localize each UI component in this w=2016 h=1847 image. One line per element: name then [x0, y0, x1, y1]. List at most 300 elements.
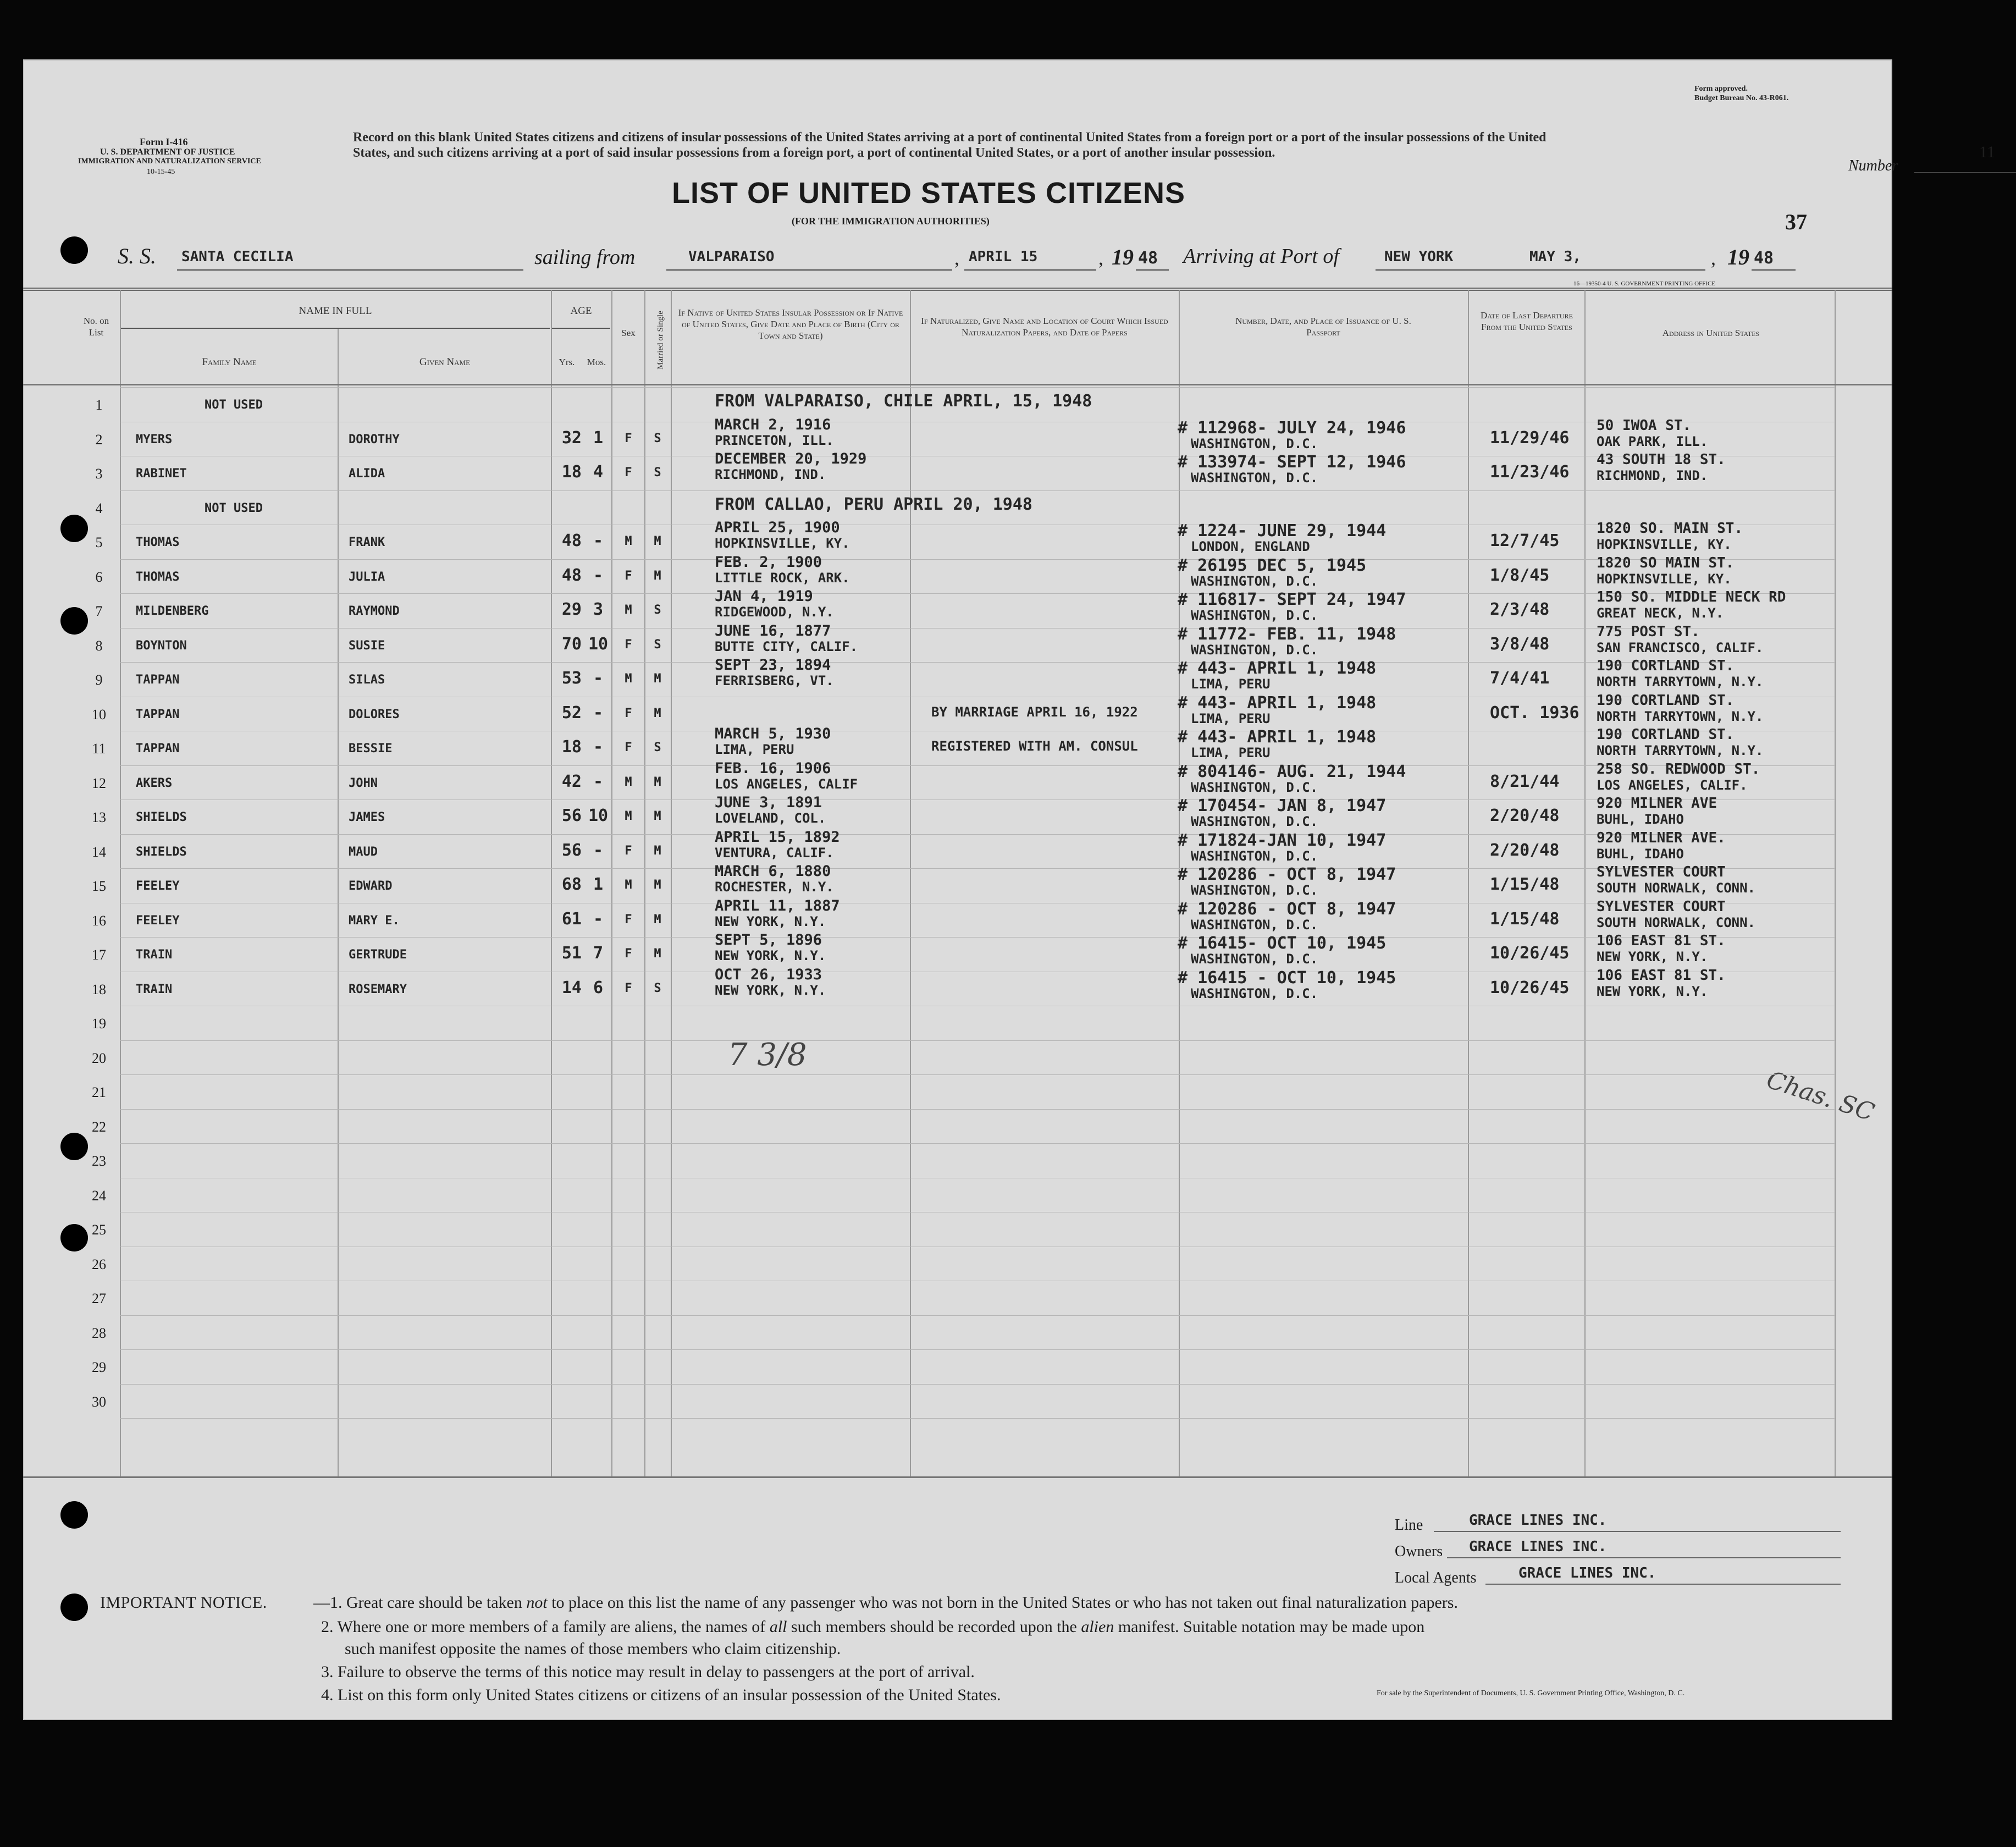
family-name: SHIELDS	[136, 811, 187, 824]
last-departure: 10/26/45	[1490, 944, 1570, 963]
passport-number: # 443- APRIL 1, 1948	[1178, 727, 1377, 747]
owners-underline	[1447, 1557, 1841, 1558]
col-divider	[1584, 290, 1586, 1476]
sex: F	[625, 637, 632, 652]
row-rule	[120, 593, 1835, 594]
sex: M	[625, 603, 632, 617]
arrival-year: 48	[1754, 249, 1774, 268]
col-divider	[671, 290, 672, 1476]
given-name: FRANK	[349, 536, 385, 549]
row-rule	[120, 1040, 1835, 1041]
marital-status: S	[654, 637, 661, 652]
number-value: 11	[1979, 143, 1995, 161]
age-years: 42	[561, 771, 582, 791]
row-number: 12	[92, 775, 106, 791]
marital-status: S	[654, 466, 661, 479]
address-street: 190 CORTLAND ST.	[1597, 692, 1735, 709]
address-city: OAK PARK, ILL.	[1597, 433, 1708, 449]
family-name: MYERS	[136, 432, 173, 446]
address-street: 920 MILNER AVE	[1597, 795, 1717, 812]
row-number: 17	[92, 947, 106, 963]
birth-date: MARCH 6, 1880	[715, 863, 831, 880]
punch-hole	[60, 1594, 88, 1621]
passport-number: # 116817- SEPT 24, 1947	[1178, 590, 1406, 609]
arrival-port-underline	[1376, 269, 1705, 271]
address-city: RICHMOND, IND.	[1597, 468, 1708, 483]
notice-2	[321, 1618, 1424, 1636]
age-months: 6	[593, 978, 604, 997]
age-years: 56	[561, 806, 582, 825]
row-rule	[120, 1384, 1835, 1385]
age-months: 1	[593, 428, 604, 448]
notice-1-b: not	[526, 1594, 548, 1612]
last-departure: 1/8/45	[1490, 565, 1550, 585]
marital-status: M	[654, 534, 661, 548]
row-rule	[120, 937, 1835, 938]
birth-date: APRIL 11, 1887	[715, 897, 840, 914]
address-street: 150 SO. MIDDLE NECK RD	[1597, 589, 1786, 605]
family-name: TAPPAN	[136, 673, 180, 687]
row-rule	[120, 387, 1835, 388]
instruction-text: Record on this blank United States citizens and citizens of insular possessions of the United States arriving at a port of continental United States from a foreign port or a port of the insular possessions of the United States, and such citizens arriving at a port of said insular possessions from a foreign port, a port of continental United States, or a port of another insular possession.	[353, 130, 1546, 160]
last-departure: 12/7/45	[1490, 531, 1560, 550]
birth-place: PRINCETON, ILL.	[715, 432, 834, 448]
passport-number: # 16415- OCT 10, 1945	[1178, 934, 1387, 953]
arrival-year-prefix: 19	[1727, 245, 1749, 269]
age-months: -	[593, 565, 604, 585]
row-rule	[120, 1074, 1835, 1075]
passport-place: WASHINGTON, D.C.	[1191, 917, 1318, 933]
age-years: 18	[561, 737, 582, 757]
address-street: SYLVESTER COURT	[1597, 898, 1726, 915]
marital-status: S	[654, 981, 661, 995]
marital-status: M	[654, 706, 661, 720]
ship-underline	[177, 269, 523, 271]
marital-status: S	[654, 431, 661, 445]
header-age: AGE	[570, 305, 592, 317]
from-port: VALPARAISO	[688, 249, 775, 265]
sex: F	[625, 947, 632, 961]
row-rule	[120, 490, 1835, 491]
row-number: 27	[92, 1291, 106, 1306]
age-years: 48	[561, 531, 582, 550]
page-subtitle: (FOR THE IMMIGRATION AUTHORITIES)	[792, 216, 990, 227]
form-date: 10-15-45	[147, 168, 175, 176]
birth-place: RICHMOND, IND.	[715, 467, 826, 482]
agents-underline	[1485, 1584, 1841, 1585]
row-number: 24	[92, 1187, 106, 1204]
last-departure: 10/26/45	[1490, 978, 1570, 997]
last-departure: 11/23/46	[1490, 462, 1570, 482]
address-street: 190 CORTLAND ST.	[1597, 658, 1735, 674]
address-city: HOPKINSVILLE, KY.	[1597, 537, 1732, 552]
passport-place: LIMA, PERU	[1191, 676, 1271, 692]
header-yrs: Yrs.	[559, 357, 575, 367]
passport-number: # 120286 - OCT 8, 1947	[1178, 899, 1396, 919]
passport-number: # 443- APRIL 1, 1948	[1178, 659, 1377, 678]
last-departure: OCT. 1936	[1490, 703, 1579, 723]
marital-status: M	[654, 947, 661, 961]
age-years: 52	[561, 703, 582, 723]
col-divider	[644, 290, 645, 1476]
age-months: -	[593, 909, 604, 929]
notice-1-c: to place on this list the name of any passenger who was not born in the United States or who has not taken out final naturalization papers.	[547, 1594, 1458, 1612]
sex: F	[625, 569, 632, 583]
sex: F	[625, 431, 632, 445]
row-rule	[120, 1109, 1835, 1110]
age-years: 53	[561, 669, 582, 688]
address-street: 258 SO. REDWOOD ST.	[1597, 760, 1760, 778]
col-divider	[611, 290, 612, 1476]
row-number: 23	[92, 1153, 106, 1169]
address-city: NORTH TARRYTOWN, N.Y.	[1597, 743, 1764, 758]
col-divider	[1835, 290, 1836, 1476]
age-years: 48	[561, 565, 582, 585]
sail-year: 48	[1138, 249, 1158, 268]
from-port-underline	[666, 269, 952, 271]
passport-number: # 133974- SEPT 12, 1946	[1178, 453, 1406, 472]
family-name: BOYNTON	[136, 638, 187, 653]
tally-note: 7 3/8	[728, 1037, 807, 1073]
col-divider	[1468, 290, 1469, 1476]
birth-date: SEPT 23, 1894	[715, 657, 831, 674]
given-name: JOHN	[349, 776, 378, 790]
punch-hole	[60, 1501, 88, 1529]
table-top-border	[23, 288, 1892, 291]
sail-date: APRIL 15	[969, 249, 1038, 265]
passport-place: WASHINGTON, D.C.	[1191, 435, 1318, 451]
header-name-in-full: NAME IN FULL	[299, 305, 372, 317]
family-name: FEELEY	[136, 913, 180, 928]
birth-place: FERRISBERG, VT.	[715, 673, 834, 688]
family-name: THOMAS	[136, 536, 180, 549]
row-number: 3	[95, 466, 103, 482]
marital-status: M	[654, 569, 661, 583]
header-bottom-rule	[23, 384, 1892, 385]
owners-value: GRACE LINES INC.	[1469, 1539, 1607, 1555]
row-number: 7	[95, 603, 103, 619]
address-street: 1820 SO MAIN ST.	[1597, 554, 1735, 571]
notice-3: 3. Failure to observe the terms of this notice may result in delay to passengers at the port of arrival.	[321, 1663, 975, 1681]
given-name: DOLORES	[349, 707, 400, 721]
notice-2-d: alien	[1081, 1618, 1114, 1636]
birth-date: OCT 26, 1933	[715, 966, 822, 983]
passport-number: # 26195 DEC 5, 1945	[1178, 555, 1367, 575]
department-name: U. S. DEPARTMENT OF JUSTICE	[100, 147, 235, 157]
passport-number: # 120286 - OCT 8, 1947	[1178, 865, 1396, 884]
notice-2-continued: such manifest opposite the names of those members who claim citizenship.	[345, 1640, 841, 1658]
family-name: AKERS	[136, 776, 173, 790]
row-number: 18	[92, 981, 106, 997]
header-no-on-list: No. on List	[83, 316, 109, 338]
age-years: 61	[561, 909, 582, 929]
age-months: 4	[593, 462, 604, 482]
passport-number: # 16415 - OCT 10, 1945	[1178, 968, 1396, 988]
birth-date: JUNE 3, 1891	[715, 794, 822, 811]
address-city: NEW YORK, N.Y.	[1597, 949, 1708, 964]
birth-place: LOVELAND, COL.	[715, 811, 826, 826]
sail-year-underline	[1136, 269, 1169, 271]
birth-date: SEPT 5, 1896	[715, 931, 822, 949]
form-number: Form I-416	[140, 136, 188, 147]
passport-number: # 443- APRIL 1, 1948	[1178, 693, 1377, 713]
row-number: 1	[95, 397, 103, 413]
passport-place: WASHINGTON, D.C.	[1191, 608, 1318, 623]
birth-date: APRIL 25, 1900	[715, 519, 840, 536]
owners-label: Owners	[1395, 1543, 1443, 1560]
arrival-port: NEW YORK	[1384, 249, 1454, 265]
age-years: 51	[561, 944, 582, 963]
row-number: 15	[92, 878, 106, 894]
budget-bureau: Budget Bureau No. 43-R061.	[1694, 94, 1789, 102]
birth-place: LITTLE ROCK, ARK.	[715, 570, 850, 586]
family-name: SHIELDS	[136, 845, 187, 859]
passport-place: WASHINGTON, D.C.	[1191, 985, 1318, 1001]
passport-place: LONDON, ENGLAND	[1191, 539, 1310, 554]
passport-place: WASHINGTON, D.C.	[1191, 848, 1318, 864]
age-years: 18	[561, 462, 582, 482]
notice-2-e: manifest. Suitable notation may be made upon	[1114, 1618, 1425, 1636]
given-name: JAMES	[349, 811, 385, 824]
marital-status: M	[654, 775, 661, 789]
age-months: -	[593, 669, 604, 688]
birth-place: NEW YORK, N.Y.	[715, 913, 826, 929]
given-name: DOROTHY	[349, 432, 400, 446]
birth-place: BUTTE CITY, CALIF.	[715, 638, 858, 654]
sex: F	[625, 912, 632, 927]
birth-place: HOPKINSVILLE, KY.	[715, 536, 850, 551]
address-city: BUHL, IDAHO	[1597, 812, 1684, 827]
last-departure: 1/15/48	[1490, 875, 1560, 894]
birth-place: ROCHESTER, N.Y.	[715, 879, 834, 895]
ss-label: S. S.	[118, 244, 156, 268]
family-name: TRAIN	[136, 982, 173, 996]
marital-status: M	[654, 878, 661, 892]
last-departure: 2/20/48	[1490, 840, 1560, 860]
notice-label: IMPORTANT NOTICE.	[100, 1594, 267, 1612]
line-value: GRACE LINES INC.	[1469, 1512, 1607, 1529]
birth-date: JAN 4, 1919	[715, 588, 813, 605]
marital-status: S	[654, 603, 661, 617]
birth-date: FEB. 2, 1900	[715, 553, 822, 571]
family-name: TAPPAN	[136, 707, 180, 721]
family-name: NOT USED	[205, 398, 263, 412]
sale-notice: For sale by the Superintendent of Documents, U. S. Government Printing Office, Washington, D. C.	[1377, 1689, 1685, 1697]
sex: F	[625, 981, 632, 995]
age-months: 7	[593, 944, 604, 963]
naturalization: BY MARRIAGE APRIL 16, 1922	[931, 704, 1138, 720]
age-months: -	[593, 531, 604, 550]
given-name: MARY E.	[349, 913, 400, 928]
address-city: SAN FRANCISCO, CALIF.	[1597, 639, 1764, 655]
address-street: 920 MILNER AVE.	[1597, 829, 1726, 846]
punch-hole	[60, 236, 88, 264]
given-name: SILAS	[349, 673, 385, 687]
notice-1-a: —1. Great care should be taken	[313, 1594, 527, 1612]
given-name: SUSIE	[349, 638, 385, 653]
given-name: MAUD	[349, 845, 378, 859]
col-divider	[551, 290, 552, 1476]
passport-number: # 171824-JAN 10, 1947	[1178, 830, 1387, 850]
header-address: Address in United States	[1662, 328, 1760, 338]
margin-note: Chas. SC	[1763, 1065, 1878, 1127]
passport-number: # 170454- JAN 8, 1947	[1178, 796, 1387, 815]
age-years: 14	[561, 978, 582, 997]
given-name: RAYMOND	[349, 604, 400, 618]
table-bottom-border	[23, 1476, 1892, 1478]
age-header-rule	[552, 328, 610, 329]
row-number: 8	[95, 637, 103, 654]
address-city: LOS ANGELES, CALIF.	[1597, 777, 1748, 793]
ship-name: SANTA CECILIA	[181, 249, 294, 265]
passport-place: WASHINGTON, D.C.	[1191, 470, 1318, 486]
address-city: GREAT NECK, N.Y.	[1597, 605, 1724, 621]
row-rule	[120, 662, 1835, 663]
header-passport: Number, Date, and Place of Issuance of U. S. Passport	[1235, 316, 1411, 338]
age-years: 68	[561, 875, 582, 894]
last-departure: 2/20/48	[1490, 806, 1560, 825]
age-months: -	[593, 771, 604, 791]
last-departure: 11/29/46	[1490, 428, 1570, 448]
address-city: NORTH TARRYTOWN, N.Y.	[1597, 708, 1764, 724]
family-name: NOT USED	[205, 501, 263, 515]
passport-number: # 112968- JULY 24, 1946	[1178, 418, 1406, 438]
given-name: BESSIE	[349, 742, 393, 756]
age-years: 32	[561, 428, 582, 448]
passport-place: WASHINGTON, D.C.	[1191, 642, 1318, 658]
row-number: 16	[92, 912, 106, 929]
passport-place: WASHINGTON, D.C.	[1191, 951, 1318, 967]
age-months: -	[593, 703, 604, 723]
family-name: TAPPAN	[136, 742, 180, 756]
sail-year-prefix: 19	[1112, 245, 1134, 269]
agents-value: GRACE LINES INC.	[1518, 1565, 1656, 1581]
last-departure: 1/15/48	[1490, 909, 1560, 929]
number-label: Number	[1848, 157, 1898, 174]
last-departure: 2/3/48	[1490, 600, 1550, 619]
family-name: THOMAS	[136, 570, 180, 584]
row-rule	[120, 868, 1835, 869]
row-number: 30	[92, 1393, 106, 1410]
arrival-year-underline	[1752, 269, 1796, 271]
page-number: 37	[1785, 209, 1807, 234]
row-rule	[120, 1315, 1835, 1316]
row-rule	[120, 1349, 1835, 1350]
comma: ,	[954, 247, 959, 269]
age-months: -	[593, 737, 604, 757]
header-naturalized: If Naturalized, Give Name and Location of Court Which Issued Naturalization Papers, and Date of Papers	[921, 316, 1168, 338]
birth-date: DECEMBER 20, 1929	[715, 450, 867, 467]
arrival-date: MAY 3,	[1529, 249, 1581, 265]
birth-date: MARCH 2, 1916	[715, 416, 831, 433]
notice-2-a: 2. Where one or more members of a family are aliens, the names of	[321, 1618, 770, 1636]
row-number: 13	[92, 809, 106, 825]
address-city: BUHL, IDAHO	[1597, 846, 1684, 862]
address-street: 50 IWOA ST.	[1597, 417, 1692, 434]
row-number: 10	[92, 706, 106, 723]
service-name: IMMIGRATION AND NATURALIZATION SERVICE	[78, 157, 261, 166]
header-sex: Sex	[621, 328, 636, 338]
age-months: 10	[588, 634, 609, 654]
marital-status: M	[654, 912, 661, 927]
sex: F	[625, 706, 632, 720]
address-city: NEW YORK, N.Y.	[1597, 983, 1708, 999]
birth-place: NEW YORK, N.Y.	[715, 948, 826, 963]
birth-place: VENTURA, CALIF.	[715, 845, 834, 861]
passport-number: # 804146- AUG. 21, 1944	[1178, 762, 1406, 781]
sailing-label: sailing from	[534, 246, 636, 269]
age-months: 3	[593, 600, 604, 619]
col-divider	[910, 290, 911, 1476]
birth-date: APRIL 15, 1892	[715, 828, 840, 846]
notice-4: 4. List on this form only United States citizens or citizens of an insular possession of the United States.	[321, 1686, 1001, 1704]
row-number: 28	[92, 1325, 106, 1341]
passport-place: WASHINGTON, D.C.	[1191, 814, 1318, 829]
number-underline	[1914, 172, 2016, 173]
row-number: 20	[92, 1050, 106, 1066]
address-street: 106 EAST 81 ST.	[1597, 933, 1726, 949]
passport-place: LIMA, PERU	[1191, 745, 1271, 760]
passport-number: # 1224- JUNE 29, 1944	[1178, 521, 1387, 541]
family-name: MILDENBERG	[136, 604, 209, 618]
birth-date: MARCH 5, 1930	[715, 725, 831, 742]
row-rule	[120, 1143, 1835, 1144]
family-name: FEELEY	[136, 879, 180, 893]
address-street: SYLVESTER COURT	[1597, 864, 1726, 880]
marital-status: S	[654, 741, 661, 754]
sex: F	[625, 843, 632, 858]
header-birth: If Native of United States Insular Possession or If Native of United States, Give Date and Place of Birth (City or Town and State)	[678, 307, 903, 341]
passport-place: LIMA, PERU	[1191, 710, 1271, 726]
given-name: ALIDA	[349, 467, 385, 481]
address-city: NORTH TARRYTOWN, N.Y.	[1597, 674, 1764, 690]
address-city: HOPKINSVILLE, KY.	[1597, 571, 1732, 587]
address-street: 775 POST ST.	[1597, 623, 1700, 640]
birth-place: RIDGEWOOD, N.Y.	[715, 604, 834, 620]
col-divider	[338, 328, 339, 1476]
row-number: 21	[92, 1084, 106, 1100]
birth-place: LIMA, PERU	[715, 742, 794, 757]
header-last-departure: Date of Last Departure From the United States	[1481, 310, 1573, 332]
notice-2-b: all	[769, 1618, 787, 1636]
age-months: -	[593, 840, 604, 860]
sex: M	[625, 809, 632, 823]
row-number: 5	[95, 534, 103, 550]
passport-place: WASHINGTON, D.C.	[1191, 883, 1318, 898]
address-city: SOUTH NORWALK, CONN.	[1597, 914, 1755, 930]
last-departure: 8/21/44	[1490, 771, 1560, 791]
row-rule	[120, 1418, 1835, 1419]
route-note: FROM CALLAO, PERU APRIL 20, 1948	[715, 494, 1032, 514]
age-years: 56	[561, 840, 582, 860]
birth-date: FEB. 16, 1906	[715, 759, 831, 777]
sex: M	[625, 775, 632, 789]
birth-date: JUNE 16, 1877	[715, 622, 831, 639]
row-number: 22	[92, 1118, 106, 1135]
route-note: FROM VALPARAISO, CHILE APRIL, 15, 1948	[715, 392, 1092, 411]
header-family-name: Family Name	[202, 356, 257, 368]
row-number: 11	[92, 741, 106, 757]
marital-status: M	[654, 809, 661, 823]
passport-number: # 11772- FEB. 11, 1948	[1178, 624, 1396, 644]
given-name: EDWARD	[349, 879, 393, 893]
birth-place: NEW YORK, N.Y.	[715, 982, 826, 998]
naturalization: REGISTERED WITH AM. CONSUL	[931, 738, 1138, 754]
comma: ,	[1711, 247, 1716, 269]
row-number: 29	[92, 1359, 106, 1375]
address-street: 1820 SO. MAIN ST.	[1597, 520, 1743, 537]
row-rule	[120, 834, 1835, 835]
